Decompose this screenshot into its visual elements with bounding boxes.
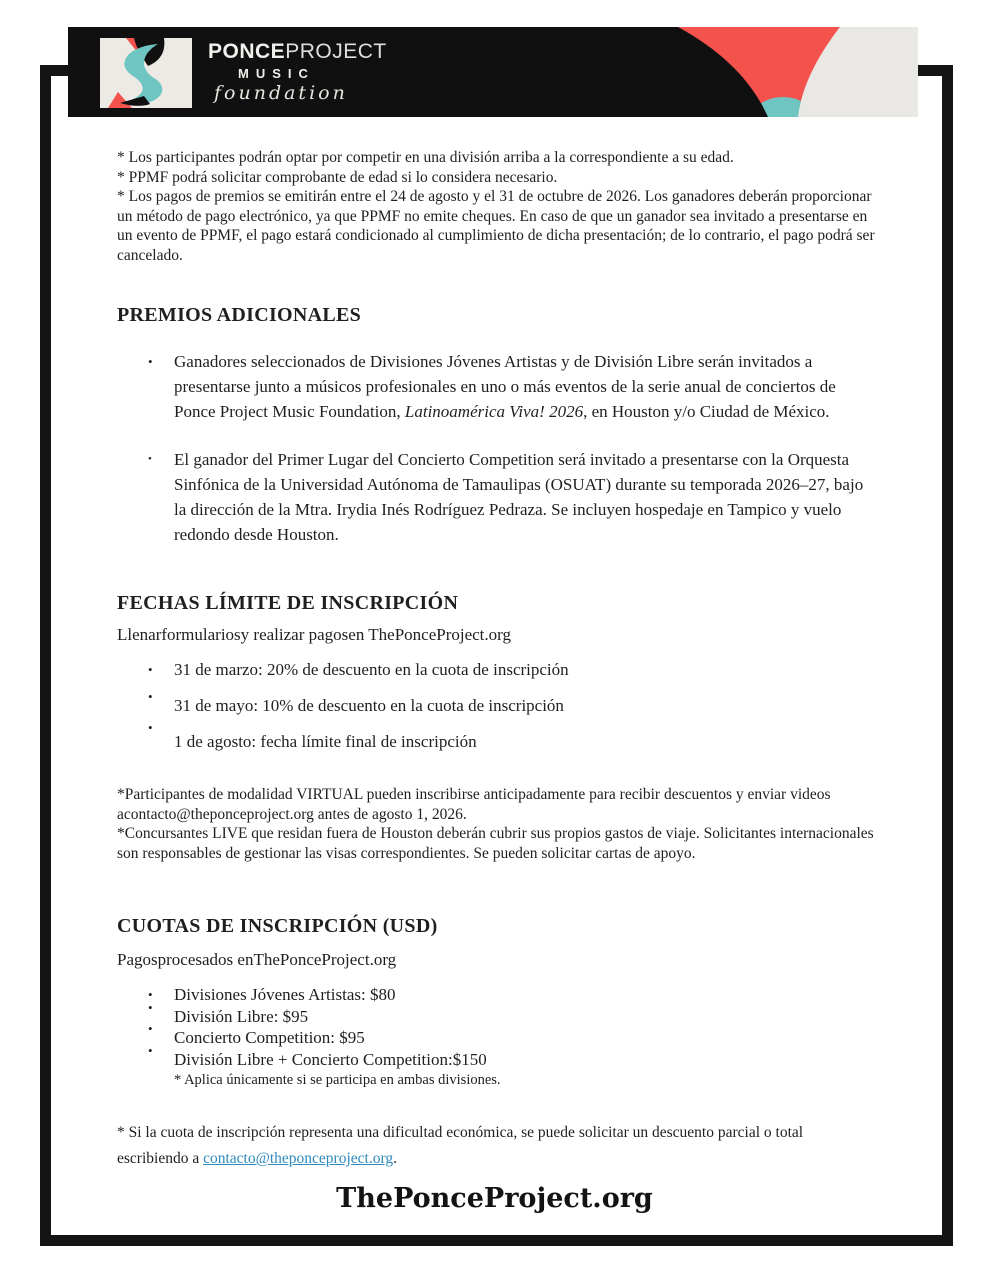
cuotas-list [117, 984, 877, 1070]
logo-music-label: MUSIC [238, 66, 315, 81]
banner-decoration-shapes [648, 27, 918, 117]
bullet-icon: • [148, 987, 153, 1002]
intro-notes [117, 148, 877, 265]
intro-note-line: * Los participantes podrán optar por competir en una división arriba a la correspondiente a su edad. [117, 149, 734, 166]
cuotas-subnote: * Aplica únicamente si se participa en ambas divisiones. [174, 1072, 501, 1088]
fechas-subtitle: Llenarformulariosy realizar pagosen ThePonceProject.org [117, 625, 512, 644]
premios-section-title: PREMIOS ADICIONALES [117, 304, 362, 326]
modalidad-notes [117, 785, 877, 863]
fechas-section-title: FECHAS LÍMITE DE INSCRIPCIÓN [117, 592, 459, 614]
list-item [117, 689, 877, 717]
bullet-icon: • [148, 662, 153, 677]
ppmf-logo-wordmark [208, 41, 387, 103]
document-body [117, 148, 877, 1188]
premios-bullet-1-post: , en Houston y/o Ciudad de México. [583, 402, 830, 421]
premios-bullet-1 [174, 349, 877, 424]
logo-title-project: PROJECT [285, 40, 387, 63]
premios-list [117, 349, 877, 547]
discount-note [117, 1120, 877, 1172]
cuotas-section-title: CUOTAS DE INSCRIPCIÓN (USD) [117, 915, 438, 937]
bullet-icon: • [148, 453, 152, 465]
bullet-icon: • [148, 999, 153, 1015]
cuotas-item: Concierto Competition: $95 [174, 1028, 365, 1047]
list-item [117, 1021, 877, 1049]
contact-email-link[interactable]: contacto@theponceproject.org [203, 1150, 394, 1167]
ppmf-logo-icon [100, 38, 192, 108]
bullet-icon: • [148, 1021, 153, 1036]
logo-title-ponce: PONCE [208, 40, 286, 63]
list-item [117, 1042, 877, 1071]
list-item [117, 659, 877, 681]
fechas-bullet: 1 de agosto: fecha límite final de inscripción [174, 732, 477, 751]
logo-foundation-label: foundation [214, 82, 348, 104]
cuotas-item: División Libre: $95 [174, 1006, 309, 1026]
virtual-note: *Participantes de modalidad VIRTUAL pueden inscribirse anticipadamente para recibir descuentos y enviar videos acontacto@theponceproject.org antes de agosto 1, 2026. [117, 786, 831, 823]
header-banner [68, 27, 918, 117]
intro-note-line: * PPMF podrá solicitar comprobante de edad si lo considera necesario. [117, 168, 558, 186]
premios-bullet-2: El ganador del Primer Lugar del Concierto Competition será invitado a presentarse con la Orquesta Sinfónica de la Universidad Autónoma de Tamaulipas (OSUAT) durante su temporada 2026–27, bajo la dirección de la Mtra. Irydia Inés Rodríguez Pedraza. Se incluyen hospedaje en Tampico y vuelo redondo desde Houston. [174, 450, 864, 544]
bullet-icon: • [148, 720, 153, 735]
bullet-icon: • [148, 1042, 153, 1058]
bullet-icon: • [148, 689, 153, 704]
list-item [117, 720, 877, 753]
list-item [117, 447, 877, 547]
logo-title [208, 41, 387, 62]
list-item [117, 984, 877, 1006]
footer-site-url: ThePonceProject.org [336, 1183, 653, 1214]
cuotas-item: División Libre + Concierto Competition:$150 [174, 1049, 487, 1069]
premios-bullet-1-italic: Latinoamérica Viva! 2026 [404, 402, 584, 421]
discount-note-post: . [393, 1150, 397, 1167]
list-item [117, 999, 877, 1028]
fechas-list [117, 659, 877, 753]
discount-note-pre: * Si la cuota de inscripción representa una dificultad económica, se puede solicitar un descuento parcial o total escribiendo a [117, 1124, 804, 1167]
cuotas-item: Divisiones Jóvenes Artistas: $80 [174, 985, 396, 1004]
list-item [117, 349, 877, 424]
intro-note-line: * Los pagos de premios se emitirán entre el 24 de agosto y el 31 de octubre de 2026. Los ganadores deberán proporcionar un método de pago electrónico, ya que PPMF no emite cheques. En caso de que un ganador sea invitado a presentarse en un evento de PPMF, el pago estará condicionado al cumplimiento de dicha presentación; de lo contrario, el pago podrá ser cancelado. [117, 188, 875, 264]
fechas-bullet: 31 de marzo: 20% de descuento en la cuota de inscripción [174, 660, 569, 679]
live-note: *Concursantes LIVE que residan fuera de Houston deberán cubrir sus propios gastos de viaje. Solicitantes internacionales son responsables de gestionar las visas correspondientes. Se pueden solicitar cartas de apoyo. [117, 825, 874, 862]
fechas-bullet: 31 de mayo: 10% de descuento en la cuota de inscripción [174, 696, 564, 715]
cuotas-subtitle: Pagosprocesados enThePonceProject.org [117, 950, 397, 969]
bullet-icon: • [148, 354, 153, 369]
premios-bullet-1-pre: Ganadores seleccionados de Divisiones Jóvenes Artistas y de División Libre serán invitados a presentarse junto a músicos profesionales en uno o más eventos de la serie anual de conciertos de Ponce Project Music Foundation, [174, 352, 836, 421]
